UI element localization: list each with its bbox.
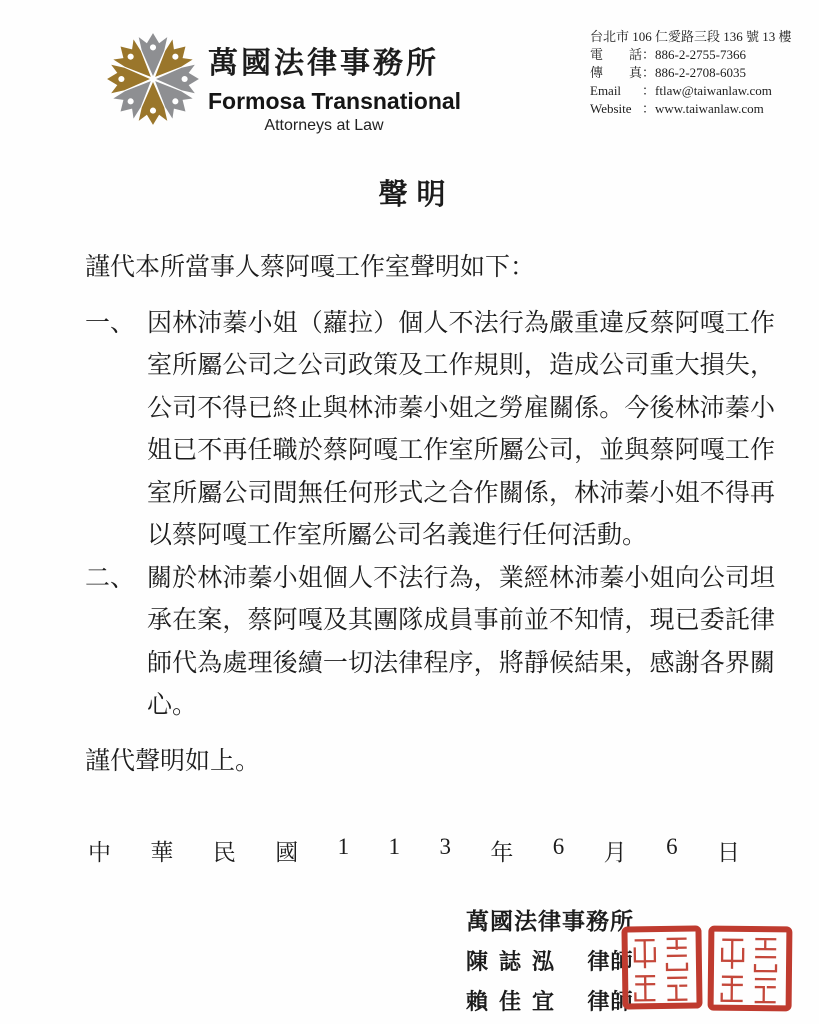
contact-fax xyxy=(590,64,815,82)
attorney-seal-icon xyxy=(707,925,794,1013)
attorney-2-name: 賴佳宜 xyxy=(466,989,566,1014)
firm-name-zh: 萬國法律事務所 xyxy=(208,47,439,80)
signature-attorney-2 xyxy=(466,982,634,1022)
contact-phone xyxy=(590,46,815,64)
contact-email-value: ftlaw@taiwanlaw.com xyxy=(655,83,772,98)
contact-phone-label: 電話 xyxy=(590,47,642,62)
statement-item-1 xyxy=(85,303,775,558)
attorney-2-title: 律師 xyxy=(587,989,634,1014)
contact-email-sep: ： xyxy=(642,83,656,98)
date-token: 1 xyxy=(337,834,350,859)
contact-fax-value: 886-2-2708-6035 xyxy=(655,65,747,80)
contact-fax-sep: ： xyxy=(642,65,656,80)
contact-fax-label: 傳真 xyxy=(590,65,642,80)
firm-name-en: Formosa Transnational xyxy=(208,88,462,114)
contact-email-label: Email xyxy=(590,83,622,98)
signature-firm-name: 萬國法律事務所 xyxy=(466,909,634,934)
intro-line: 謹代本所當事人蔡阿嘎工作室聲明如下： xyxy=(85,254,536,281)
attorney-1-title: 律師 xyxy=(587,949,634,974)
date-token: 3 xyxy=(439,834,451,859)
contact-email xyxy=(590,82,815,100)
document-title: 聲明 xyxy=(378,179,455,211)
document-body xyxy=(85,247,775,783)
date-token: 中 xyxy=(88,840,111,865)
statement-item-2-text: 關於林沛蓁小姐個人不法行為，業經林沛蓁小姐向公司坦承在案，蔡阿嘎及其團隊成員事前並不知情，現已委託律師代為處理後續一切法律程序，將靜候結果，感謝各界關心。 xyxy=(147,564,775,719)
contact-website-label: Website xyxy=(590,101,632,116)
date-token: 6 xyxy=(666,834,678,859)
date-token: 月 xyxy=(603,840,627,865)
contact-address xyxy=(590,28,815,46)
contact-block xyxy=(590,28,815,118)
contact-website-sep: ： xyxy=(642,101,656,116)
attorney-1-name: 陳誌泓 xyxy=(466,949,566,974)
formosa-transnational-logo-icon xyxy=(102,28,204,130)
signature-attorney-1 xyxy=(466,942,634,982)
attorney-seal-icon xyxy=(620,924,703,1010)
statement-item-2 xyxy=(85,558,775,728)
contact-address-value: 台北市 106 仁愛路三段 136 號 13 樓 xyxy=(590,29,792,44)
closing-line: 謹代聲明如上。 xyxy=(85,747,261,775)
date-token: 年 xyxy=(490,840,514,865)
date-line xyxy=(88,834,740,867)
statement-item-1-number: 一、 xyxy=(85,309,136,337)
firm-subtitle-en: Attorneys at Law xyxy=(264,117,384,134)
signature-block xyxy=(466,902,634,1022)
date-token: 日 xyxy=(716,840,740,865)
contact-website-value: www.taiwanlaw.com xyxy=(655,101,764,116)
date-token: 華 xyxy=(150,840,174,865)
date-token: 6 xyxy=(552,834,565,859)
contact-website xyxy=(590,100,815,118)
statement-item-1-text: 因林沛蓁小姐（蘿拉）個人不法行為嚴重違反蔡阿嘎工作室所屬公司之公司政策及工作規則，造成公司重大損失，公司不得已終止與林沛蓁小姐之勞雇關係。今後林沛蓁小姐已不再任職於蔡阿嘎工作室所屬公司，並與蔡阿嘎工作室所屬公司間無任何形式之合作關係，林沛蓁小姐不得再以蔡阿嘎工作室所屬公司名義進行任何活動。 xyxy=(147,309,775,549)
contact-phone-sep: ： xyxy=(642,47,656,62)
date-token: 1 xyxy=(388,834,401,859)
firm-name-block xyxy=(208,38,462,135)
statement-item-2-number: 二、 xyxy=(85,564,136,592)
date-token: 國 xyxy=(275,840,299,865)
contact-phone-value: 886-2-2755-7366 xyxy=(655,47,747,62)
date-token: 民 xyxy=(212,840,236,865)
